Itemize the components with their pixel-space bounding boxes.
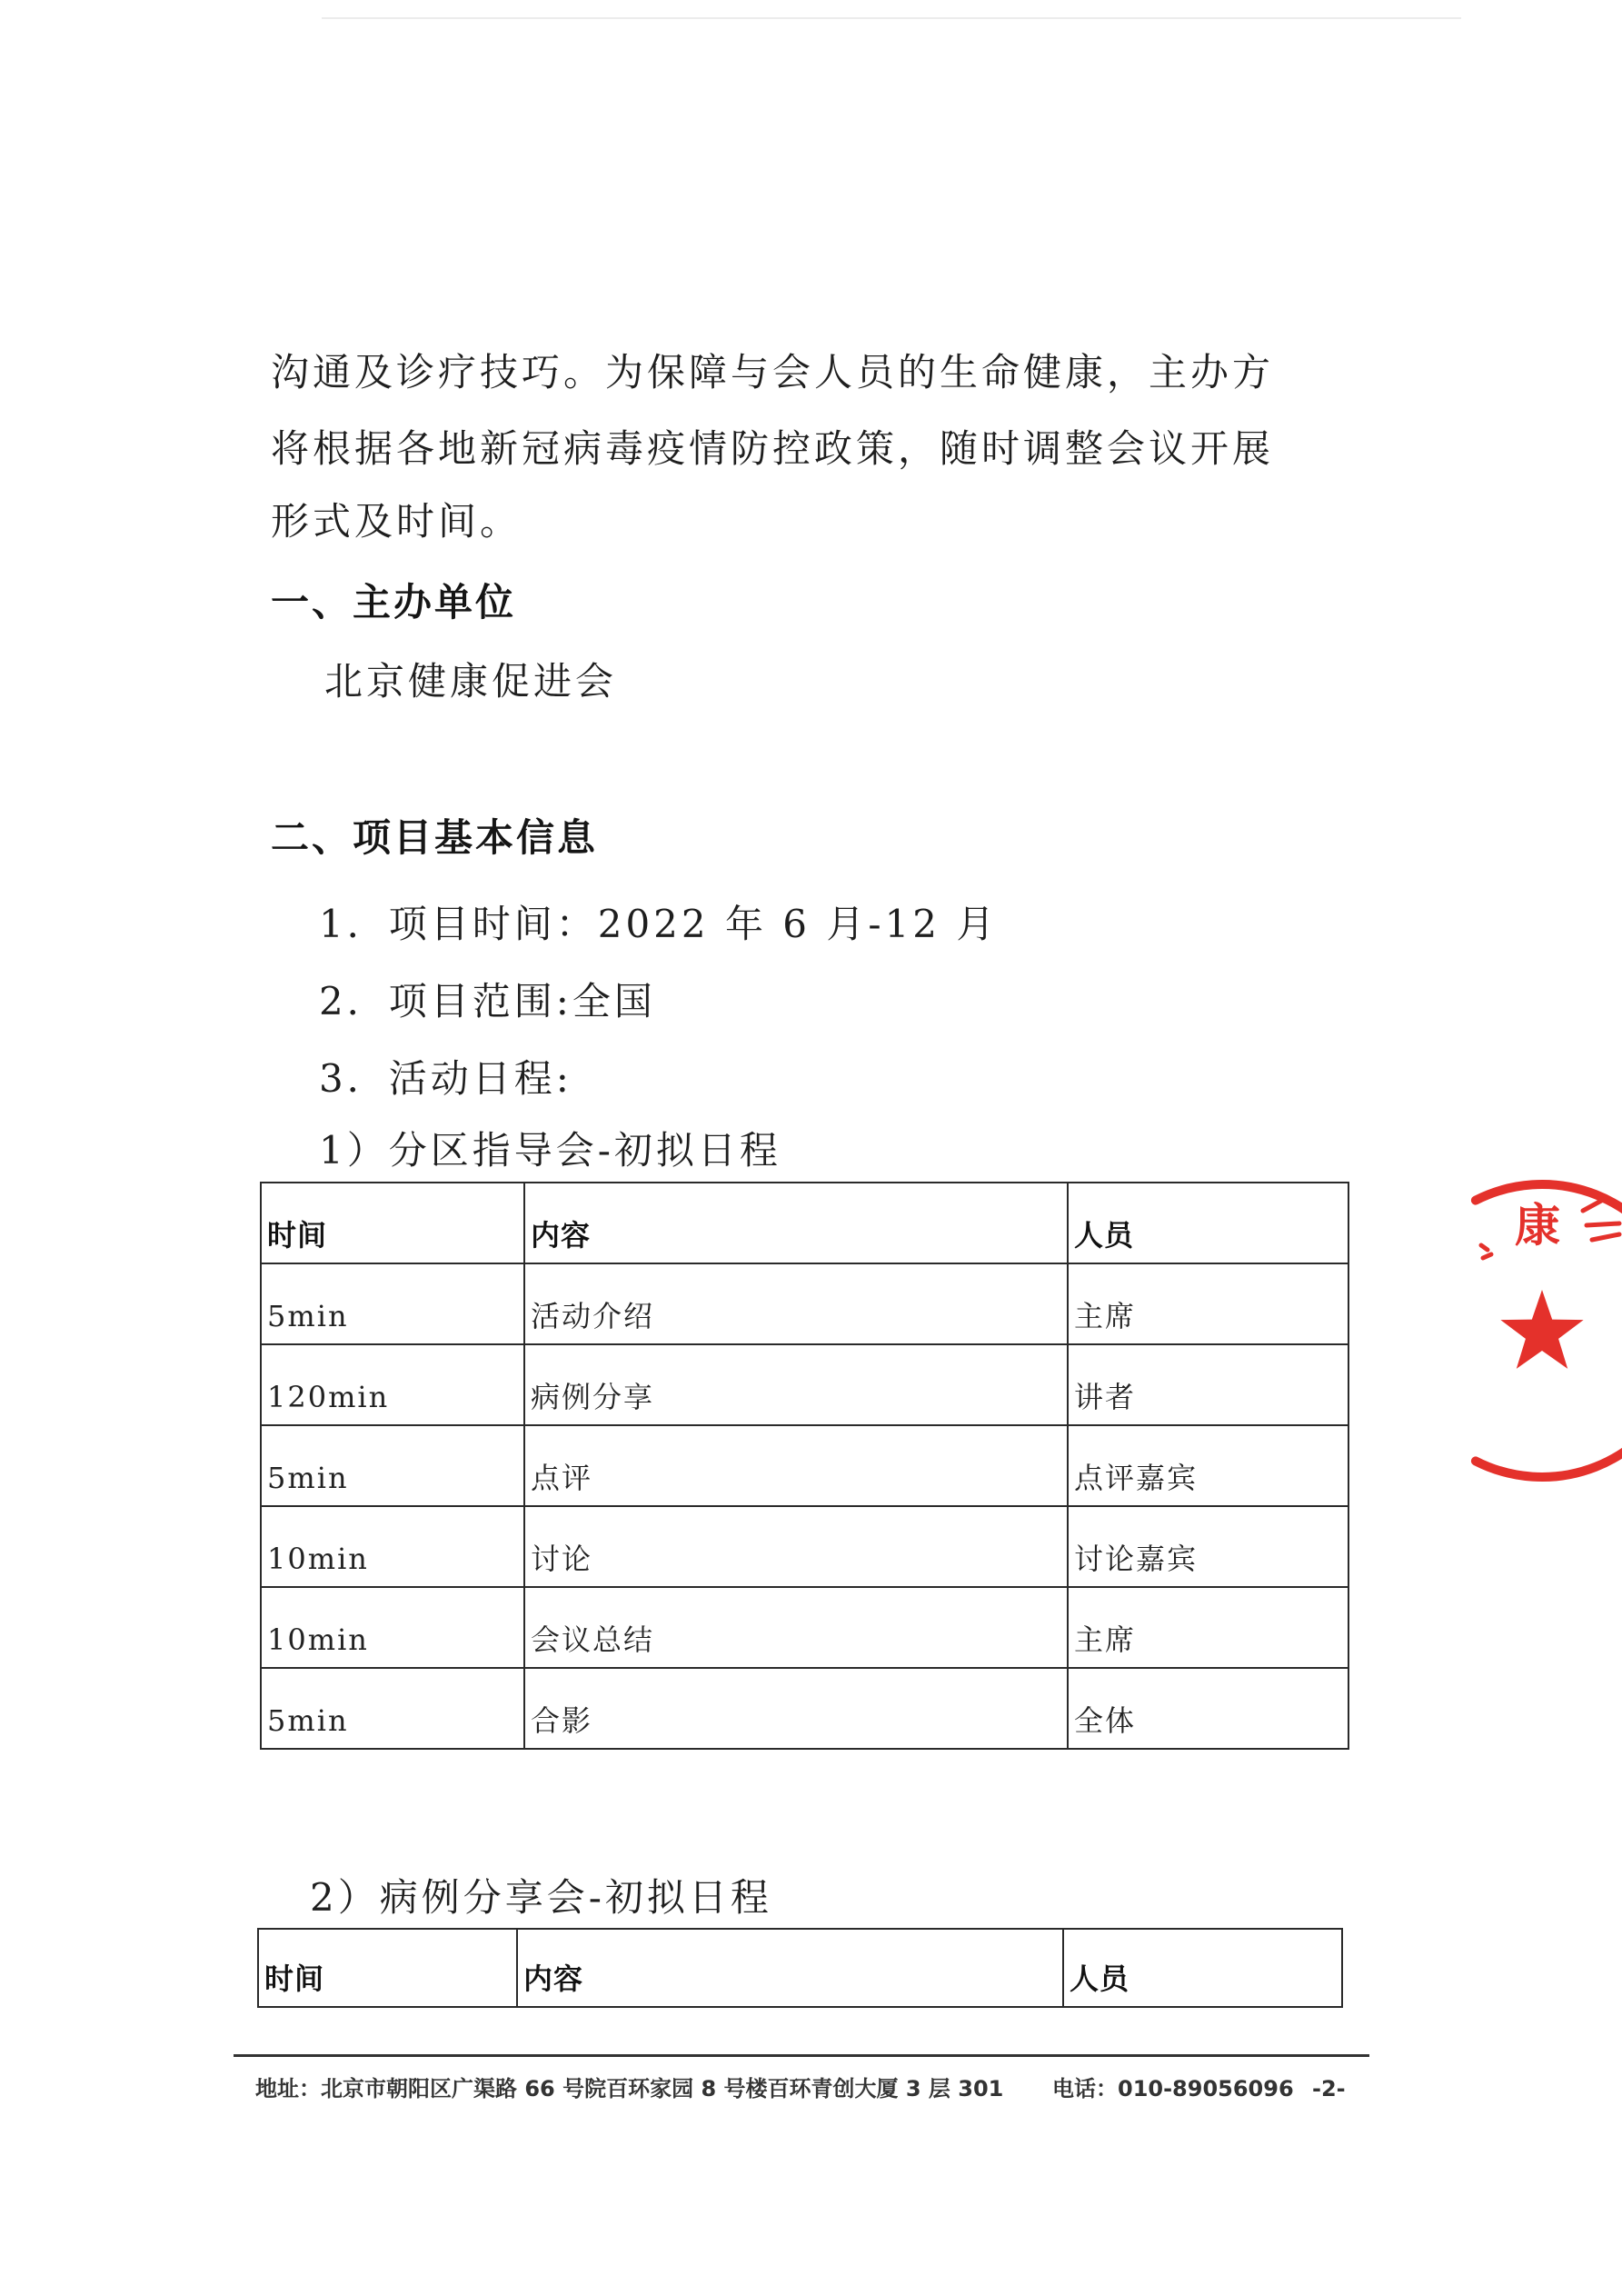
info-item-scope: 2．项目范围:全国 (319, 979, 656, 1023)
table-cell-content: 会议总结 (524, 1587, 1068, 1668)
table-row (261, 1668, 1348, 1749)
table-header-row (261, 1183, 1348, 1263)
table-cell-time: 5min (261, 1263, 524, 1344)
table-cell-people: 点评嘉宾 (1068, 1425, 1348, 1506)
table-cell-content: 活动介绍 (524, 1263, 1068, 1344)
section-heading-organizer: 一、主办单位 (271, 580, 517, 624)
table-cell-time: 120min (261, 1344, 524, 1425)
footer-divider (234, 2054, 1369, 2057)
table-cell-content: 讨论 (524, 1506, 1068, 1587)
table-header-cell-people: 人员 (1063, 1929, 1342, 2007)
table-cell-people: 讨论嘉宾 (1068, 1506, 1348, 1587)
seal-star-icon (1500, 1290, 1583, 1369)
paragraph-line: 沟通及诊疗技巧。为保障与会人员的生命健康，主办方 (271, 350, 1275, 394)
footer-phone: 电话：010-89056096 (1052, 2076, 1294, 2101)
table-row (261, 1587, 1348, 1668)
schedule-table-regional (260, 1182, 1349, 1750)
paragraph-line: 将根据各地新冠病毒疫情防控政策，随时调整会议开展 (271, 426, 1275, 471)
organizer-name: 北京健康促进会 (324, 659, 618, 704)
page-number: -2- (1312, 2076, 1346, 2101)
table-header-cell-content: 内容 (517, 1929, 1063, 2007)
official-seal (1418, 1145, 1622, 1527)
table-header-cell-content: 内容 (524, 1183, 1068, 1263)
table-row (261, 1344, 1348, 1425)
footer-address: 地址：北京市朝阳区广渠路 66 号院百环家园 8 号楼百环青创大厦 3 层 301 (255, 2076, 1004, 2101)
schedule-title: 2）病例分享会-初拟日程 (310, 1875, 772, 1920)
table-cell-time: 10min (261, 1506, 524, 1587)
table-row (261, 1425, 1348, 1506)
table-cell-people: 全体 (1068, 1668, 1348, 1749)
paragraph-line: 形式及时间。 (271, 499, 522, 544)
table-row (261, 1263, 1348, 1344)
seal-character: 康 (1515, 1198, 1560, 1253)
table-cell-time: 5min (261, 1668, 524, 1749)
table-header-cell-time: 时间 (258, 1929, 517, 2007)
schedule-title: 1）分区指导会-初拟日程 (319, 1128, 781, 1173)
table-cell-people: 主席 (1068, 1263, 1348, 1344)
table-cell-content: 点评 (524, 1425, 1068, 1506)
section-heading-project-info: 二、项目基本信息 (271, 815, 599, 860)
seal-ring-bottom (1476, 1381, 1622, 1477)
table-cell-time: 5min (261, 1425, 524, 1506)
table-cell-time: 10min (261, 1587, 524, 1668)
seal-fragment (1481, 1245, 1491, 1258)
table-row (261, 1506, 1348, 1587)
table-cell-content: 病例分享 (524, 1344, 1068, 1425)
table-cell-content: 合影 (524, 1668, 1068, 1749)
table-header-cell-time: 时间 (261, 1183, 524, 1263)
table-header-row (258, 1929, 1342, 2007)
scan-artifact-line (322, 17, 1461, 19)
table-cell-people: 主席 (1068, 1587, 1348, 1668)
info-item-period: 1．项目时间：2022 年 6 月-12 月 (319, 902, 999, 946)
table-cell-people: 讲者 (1068, 1344, 1348, 1425)
info-item-schedule: 3．活动日程: (319, 1056, 572, 1101)
table-header-cell-people: 人员 (1068, 1183, 1348, 1263)
schedule-table-case-sharing (257, 1928, 1343, 2008)
